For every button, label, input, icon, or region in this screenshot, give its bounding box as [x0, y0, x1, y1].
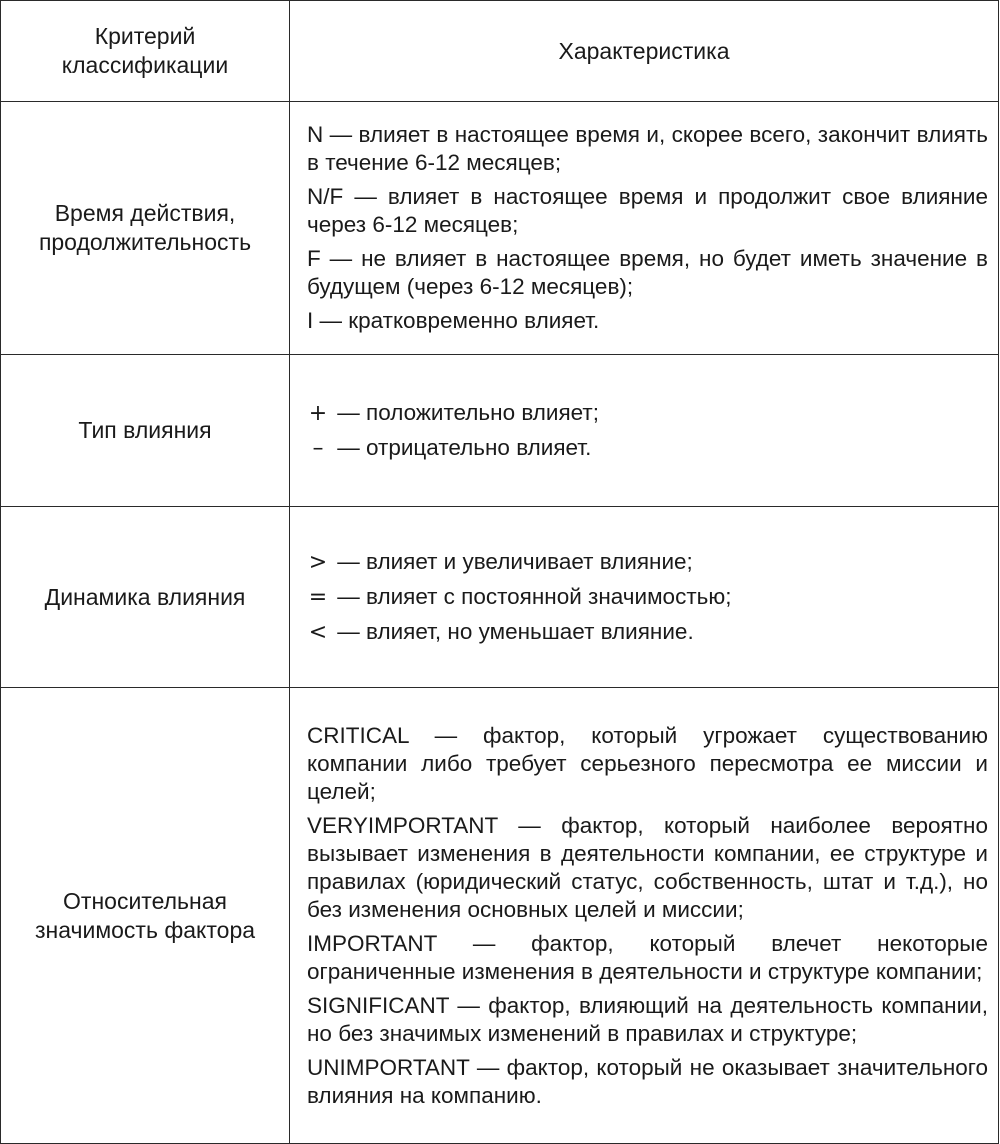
- equals-symbol: =: [308, 584, 328, 610]
- list-item: [307, 121, 988, 177]
- entry-code: I: [307, 308, 314, 333]
- entry-text: — влияет и увеличивает влияние;: [337, 548, 693, 574]
- entry-text: — влияет, но уменьшает влияние.: [337, 618, 694, 644]
- entry-text: — фактор, влияющий на деятельность компании, но без значимых изменений в правилах и структуре;: [307, 992, 988, 1046]
- criterion-cell: Относительная значимость фактора: [1, 688, 290, 1144]
- entry-text: — влияет в настоящее время и, скорее всего, закончит влиять в течение 6-12 месяцев;: [307, 122, 988, 175]
- entry-text: — фактор, который наиболее вероятно вызывает изменения в деятельности компании, ее структуре и правилах (юридический статус, собственность, штат и т.д.), но без изменения основных целей и миссии;: [307, 812, 988, 922]
- list-item: [307, 618, 988, 647]
- entry-code: SIGNIFICANT: [307, 992, 450, 1018]
- entry-text: — не влияет в настоящее время, но будет иметь значение в будущем (через 6-12 месяцев);: [307, 246, 988, 299]
- criterion-cell: Тип влияния: [1, 355, 290, 507]
- list-item: [307, 583, 988, 612]
- characteristic-cell: [290, 688, 999, 1144]
- list-item: [307, 1054, 988, 1110]
- list-item: [307, 812, 988, 924]
- less-than-symbol: <: [308, 619, 328, 645]
- characteristic-cell: [290, 507, 999, 688]
- list-item: [307, 399, 988, 428]
- header-characteristic: Характеристика: [290, 1, 999, 102]
- entry-code: UNIMPORTANT: [307, 1054, 470, 1080]
- table-row: [1, 507, 999, 688]
- list-item: [307, 548, 988, 577]
- list-item: [307, 434, 988, 463]
- criterion-cell: Время действия, продолжительность: [1, 102, 290, 355]
- entry-code: CRITICAL: [307, 722, 409, 748]
- greater-than-symbol: >: [308, 549, 328, 575]
- criterion-cell: Динамика влияния: [1, 507, 290, 688]
- list-item: [307, 722, 988, 806]
- characteristic-cell: [290, 355, 999, 507]
- list-item: [307, 307, 988, 335]
- entry-text: — положительно влияет;: [337, 399, 599, 425]
- plus-symbol: +: [308, 400, 328, 426]
- entry-text: — влияет с постоянной значимостью;: [337, 583, 732, 609]
- list-item: [307, 992, 988, 1048]
- entry-text: — фактор, который угрожает существованию компании либо требует серьезного пересмотра ее миссии и целей;: [307, 722, 988, 804]
- entry-code: N: [307, 122, 324, 147]
- entry-code: VERYIMPORTANT: [307, 812, 498, 838]
- header-row: [1, 1, 999, 102]
- entry-code: IMPORTANT: [307, 930, 438, 956]
- table-row: [1, 355, 999, 507]
- entry-text: — фактор, который влечет некоторые ограниченные изменения в деятельности и структуре компании;: [307, 930, 988, 984]
- table-row: [1, 688, 999, 1144]
- entry-code: F: [307, 246, 321, 271]
- header-criterion: Критерий классификации: [1, 1, 290, 102]
- minus-symbol: –: [312, 435, 324, 461]
- entry-text: — фактор, который не оказывает значительного влияния на компанию.: [307, 1054, 988, 1108]
- list-item: [307, 183, 988, 239]
- entry-text: — отрицательно влияет.: [337, 434, 592, 460]
- entry-text: — влияет в настоящее время и продолжит свое влияние через 6-12 месяцев;: [307, 184, 988, 237]
- characteristic-cell: [290, 102, 999, 355]
- table-row: [1, 102, 999, 355]
- entry-code: N/F: [307, 184, 344, 209]
- list-item: [307, 930, 988, 986]
- entry-text: — кратковременно влияет.: [319, 308, 600, 333]
- list-item: [307, 245, 988, 301]
